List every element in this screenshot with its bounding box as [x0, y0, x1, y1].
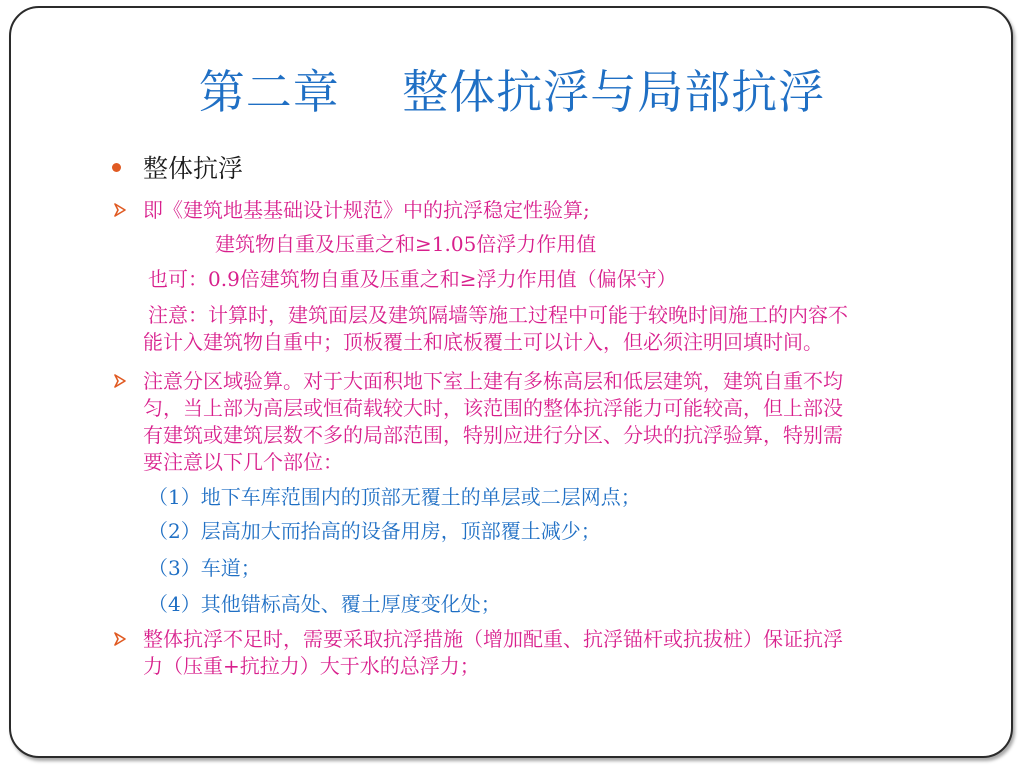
item1-line1: 即《建筑地基基础设计规范》中的抗浮稳定性验算; [143, 198, 590, 222]
item2-sub4: （4）其他错标高处、覆土厚度变化处； [148, 592, 501, 616]
arrow-bullet-icon [114, 374, 126, 388]
item3-line2: 力（压重+抗拉力）大于水的总浮力； [143, 654, 480, 678]
item2-line3: 有建筑或建筑层数不多的局部范围，特别应进行分区、分块的抗浮验算，特别需 [143, 423, 843, 447]
arrow-bullet-icon [114, 632, 126, 646]
item3-line1: 整体抗浮不足时，需要采取抗浮措施（增加配重、抗浮锚杆或抗拔桩）保证抗浮 [143, 627, 843, 651]
item2-line2: 匀，当上部为高层或恒荷载较大时，该范围的整体抗浮能力可能较高，但上部没 [143, 396, 843, 420]
item1-alt: 也可：0.9倍建筑物自重及压重之和≥浮力作用值（偏保守） [148, 267, 677, 291]
slide-title: 第二章 整体抗浮与局部抗浮 [198, 65, 826, 119]
bullet-dot-icon [112, 163, 121, 172]
item2-line4: 要注意以下几个部位： [143, 450, 343, 474]
section-heading: 整体抗浮 [143, 154, 244, 183]
item2-sub2: （2）层高加大而抬高的设备用房，顶部覆土减少； [148, 519, 601, 543]
item2-line1: 注意分区域验算。对于大面积地下室上建有多栋高层和低层建筑，建筑自重不均 [143, 369, 843, 393]
item2-sub1: （1）地下车库范围内的顶部无覆土的单层或二层网点； [148, 485, 641, 509]
item2-sub3: （3）车道； [148, 556, 261, 580]
item1-note-line2: 能计入建筑物自重中；顶板覆土和底板覆土可以计入，但必须注明回填时间。 [143, 330, 823, 354]
item1-formula: 建筑物自重及压重之和≥1.05倍浮力作用值 [215, 232, 597, 256]
item1-note-line1: 注意：计算时，建筑面层及建筑隔墙等施工过程中可能于较晚时间施工的内容不 [148, 303, 848, 327]
arrow-bullet-icon [114, 203, 126, 217]
